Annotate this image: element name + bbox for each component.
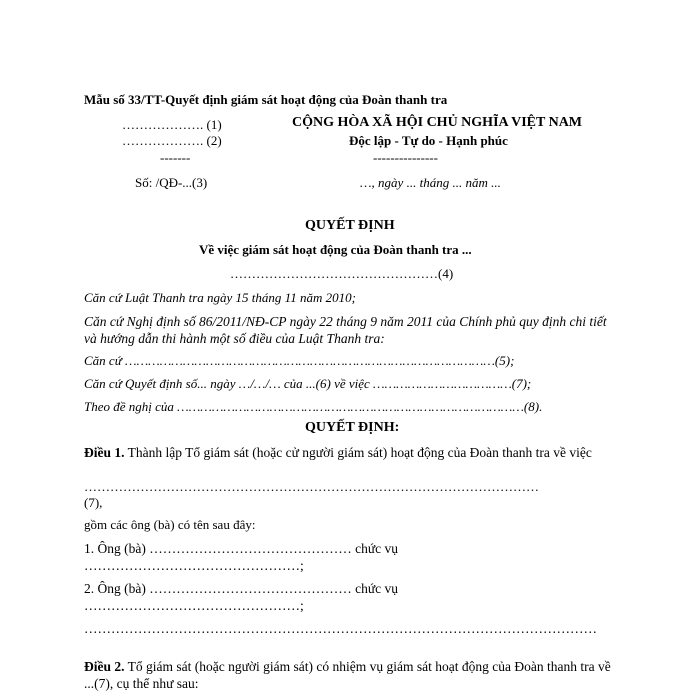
agency-line-2: ………………. (2)	[122, 133, 222, 148]
member-more: ……………………………………………………………………………………………………	[84, 621, 597, 636]
basis-law: Căn cứ Luật Thanh tra ngày 15 tháng 11 năm 2010;	[84, 290, 356, 305]
national-motto: Độc lập - Tự do - Hạnh phúc	[349, 133, 508, 148]
document-date: …, ngày ... tháng ... năm ...	[360, 175, 501, 190]
members-intro: gồm các ông (bà) có tên sau đây:	[84, 517, 256, 532]
article-2-text: Tổ giám sát (hoặc người giám sát) có nhiệm vụ giám sát hoạt động của Đoàn thanh tra về ...(7), cụ thể như sau:	[84, 659, 611, 691]
form-title: Mẫu số 33/TT-Quyết định giám sát hoạt động của Đoàn thanh tra	[84, 92, 448, 107]
agency-line-1: ………………. (1)	[122, 117, 222, 132]
article-2-label: Điều 2.	[84, 659, 125, 674]
basis-decision: Căn cứ Quyết định số... ngày …/…/… của ...(6) về việc ………………………………(7);	[84, 376, 532, 391]
agency-separator: -------	[160, 150, 191, 165]
basis-proposal: Theo đề nghị của ………………………………………………………………………………(8).	[84, 399, 543, 414]
member-2: 2. Ông (bà) ……………………………………… chức vụ …………………………………………;	[84, 581, 399, 613]
decision-subject: Về việc giám sát hoạt động của Đoàn thanh tra ...	[199, 242, 472, 257]
article-1-dots: ……………………………………………………………………………………………	[84, 479, 539, 494]
motto-separator: ---------------	[373, 150, 438, 165]
document-number: Số: /QĐ-...(3)	[135, 175, 208, 190]
decision-title: QUYẾT ĐỊNH	[305, 218, 395, 233]
article-2	[84, 658, 614, 692]
basis-decree: Căn cứ Nghị định số 86/2011/NĐ-CP ngày 22 tháng 9 năm 2011 của Chính phủ quy định chi tiết và hướng dẫn thi hành một số điều của Luật Thanh tra:	[84, 314, 607, 346]
member-1: 1. Ông (bà) ……………………………………… chức vụ …………………………………………;	[84, 541, 399, 573]
article-1-ref: (7),	[84, 495, 103, 510]
article-1	[84, 444, 614, 461]
basis-other: Căn cứ ……………………………………………………………………………………(5);	[84, 353, 515, 368]
decides-heading: QUYẾT ĐỊNH:	[305, 420, 400, 435]
national-title: CỘNG HÒA XÃ HỘI CHỦ NGHĨA VIỆT NAM	[292, 115, 583, 130]
article-1-label: Điều 1.	[84, 445, 125, 460]
article-1-text: Thành lập Tổ giám sát (hoặc cử người giám sát) hoạt động của Đoàn thanh tra về việc	[124, 445, 592, 460]
decision-issuer: …………………………………………(4)	[230, 266, 454, 281]
